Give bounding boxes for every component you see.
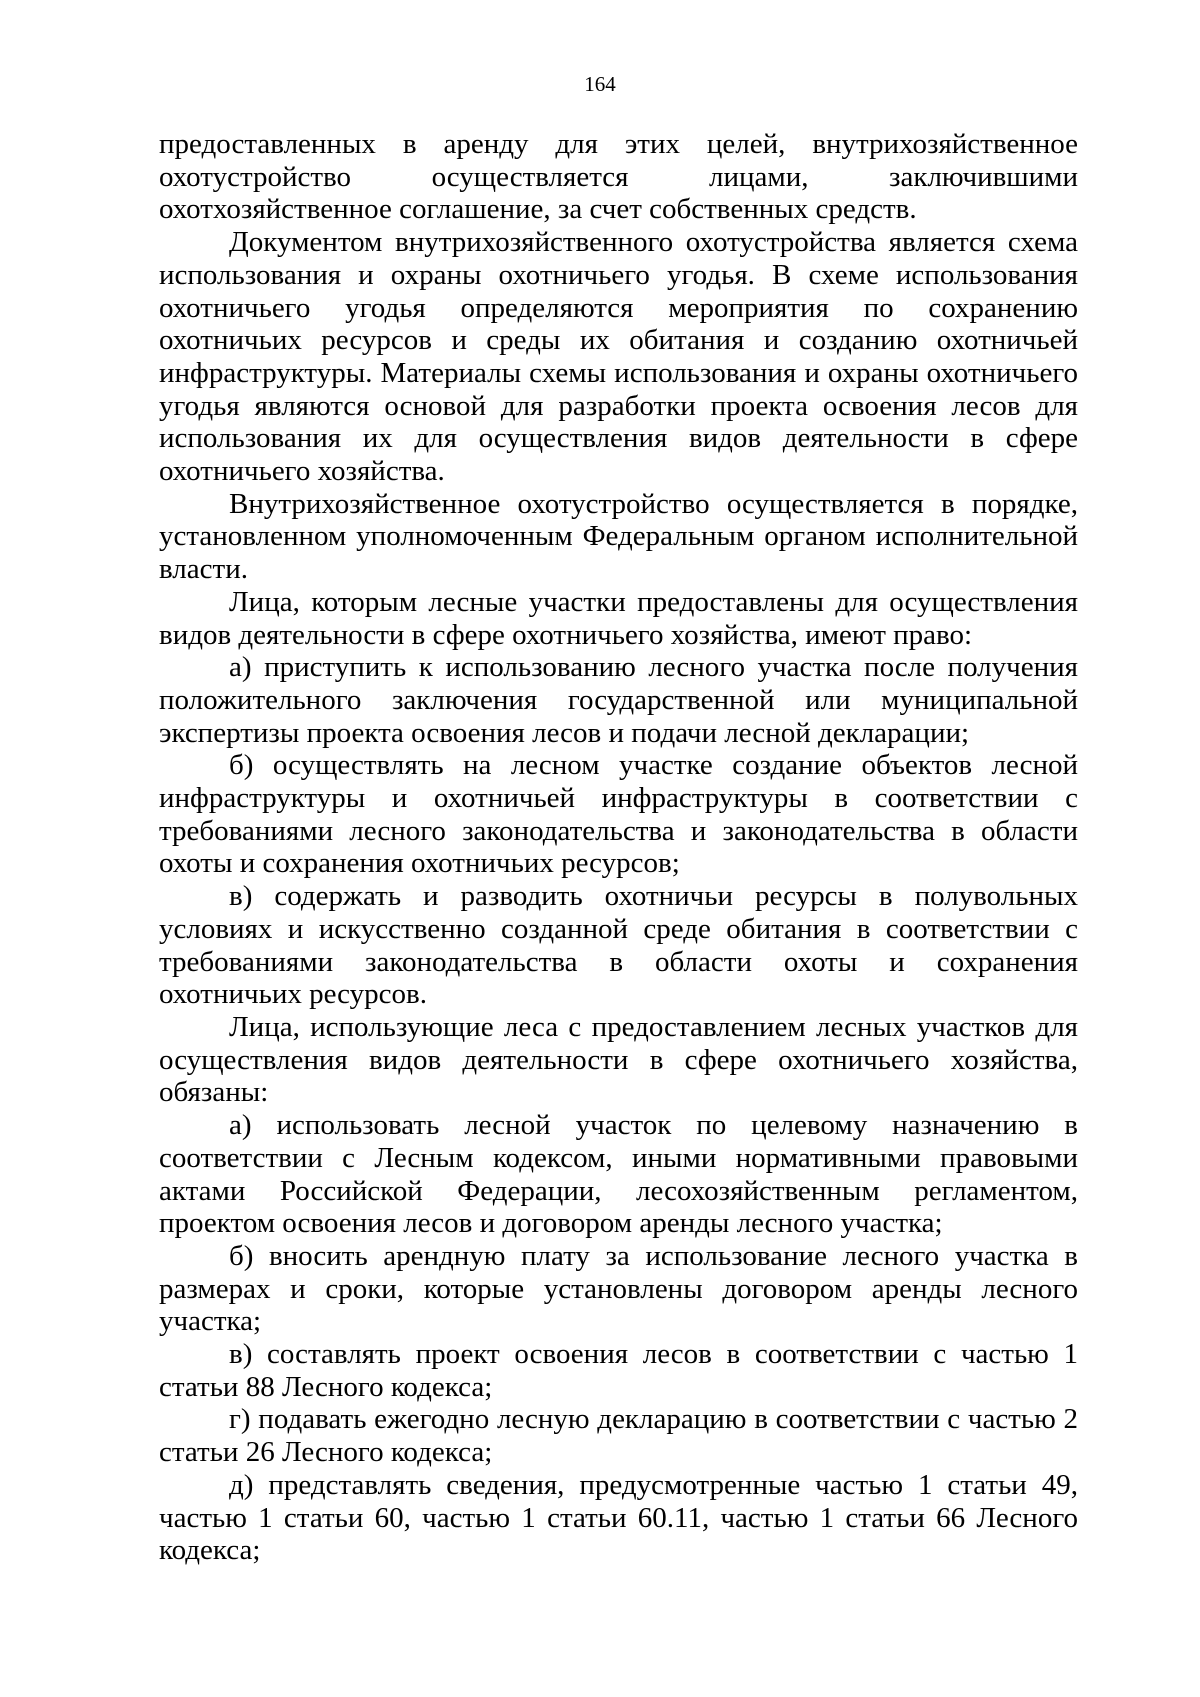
paragraph-continuation: предоставленных в аренду для этих целей, внутрихозяйственное охотустройство осуществляется лицами, заключившими охотхозяйственное соглашение, за счет собственных средств. <box>159 128 1078 226</box>
paragraph-rights-intro: Лица, которым лесные участки предоставлены для осуществления видов деятельности в сфере охотничьего хозяйства, имеют право: <box>159 585 1078 651</box>
document-body <box>159 128 1078 1567</box>
list-item-obligation-d: д) представлять сведения, предусмотренные частью 1 статьи 49, частью 1 статьи 60, частью 1 статьи 60.11, частью 1 статьи 66 Лесного кодекса; <box>159 1468 1078 1567</box>
paragraph-scheme-document: Документом внутрихозяйственного охотустройства является схема использования и охраны охотничьего угодья. В схеме использования охотничьего угодья определяются мероприятия по сохранению охотничьих ресурсов и среды их обитания и созданию охотничьей инфраструктуры. Материалы схемы использования и охраны охотничьего угодья являются основой для разработки проекта освоения лесов для использования их для осуществления видов деятельности в сфере охотничьего хозяйства. <box>159 226 1078 488</box>
paragraph-obligations-intro: Лица, использующие леса с предоставлением лесных участков для осуществления видов деятельности в сфере охотничьего хозяйства, обязаны: <box>159 1010 1078 1109</box>
paragraph-procedure: Внутрихозяйственное охотустройство осуществляется в порядке, установленном уполномоченным Федеральным органом исполнительной власти. <box>159 487 1078 586</box>
list-item-obligation-a: а) использовать лесной участок по целевому назначению в соответствии с Лесным кодексом, иными нормативными правовыми актами Российской Федерации, лесохозяйственным регламентом, проектом освоения лесов и договором аренды лесного участка; <box>159 1109 1078 1240</box>
list-item-right-a: а) приступить к использованию лесного участка после получения положительного заключения государственной или муниципальной экспертизы проекта освоения лесов и подачи лесной декларации; <box>159 651 1078 749</box>
list-item-right-v: в) содержать и разводить охотничьи ресурсы в полувольных условиях и искусственно созданной среде обитания в соответствии с требованиями законодательства в области охоты и сохранения охотничьих ресурсов. <box>159 880 1078 1011</box>
list-item-obligation-g: г) подавать ежегодно лесную декларацию в соответствии с частью 2 статьи 26 Лесного кодекса; <box>159 1403 1078 1469</box>
list-item-obligation-b: б) вносить арендную плату за использование лесного участка в размерах и сроки, которые установлены договором аренды лесного участка; <box>159 1239 1078 1338</box>
list-item-obligation-v: в) составлять проект освоения лесов в соответствии с частью 1 статьи 88 Лесного кодекса; <box>159 1338 1078 1403</box>
list-item-right-b: б) осуществлять на лесном участке создание объектов лесной инфраструктуры и охотничьей инфраструктуры в соответствии с требованиями лесного законодательства и законодательства в области охоты и сохранения охотничьих ресурсов; <box>159 749 1078 880</box>
page-number: 164 <box>584 72 616 96</box>
